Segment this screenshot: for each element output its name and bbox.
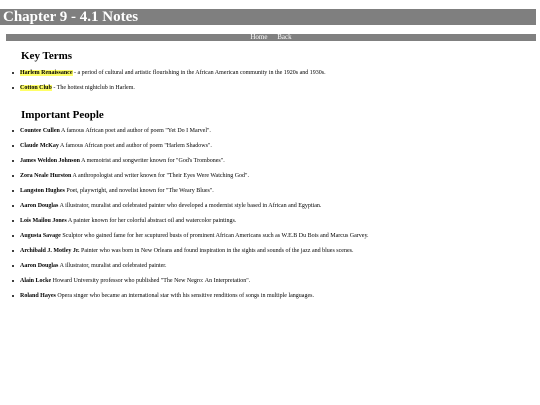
person-name: Zora Neale Hurston [20, 173, 72, 179]
term-description: - The hottest nightclub in Harlem. [51, 85, 135, 91]
nav-bar [6, 34, 536, 41]
person-description: Howard University professor who published "The New Negro: An Interpretation". [51, 278, 251, 284]
person-description: A illustrator, muralist and celebrated painter. [58, 263, 167, 269]
page-title: Chapter 9 - 4.1 Notes [0, 9, 536, 25]
list-item [11, 84, 531, 99]
person-name: Roland Hayes [20, 293, 56, 299]
list-item [11, 217, 531, 232]
key-terms-list [11, 69, 531, 99]
person-name: Archibald J. Motley Jr. [20, 248, 80, 254]
person-description: Opera singer who became an international star with his sensitive renditions of songs in multiple languages. [55, 293, 314, 299]
list-item [11, 232, 531, 247]
term-description: - a period of cultural and artistic flourishing in the African American community in the 1920s and 1930s. [72, 70, 326, 76]
key-terms-heading: Key Terms [21, 50, 73, 62]
person-name: Langston Hughes [20, 188, 65, 194]
list-item [11, 69, 531, 84]
person-description: A illustrator, muralist and celebrated painter who developed a modernist style based in African and Egyptian. [58, 203, 322, 209]
person-name: Augusta Savage [20, 233, 61, 239]
list-item [11, 262, 531, 277]
person-description: A memoirist and songwriter known for "God's Trombones". [79, 158, 225, 164]
person-description: Painter who was born in New Orleans and found inspiration in the sights and sounds of the jazz and blues scenes. [79, 248, 354, 254]
person-description: A famous African poet and author of poem "Harlem Shadows". [58, 143, 212, 149]
list-item [11, 277, 531, 292]
nav-back-link[interactable]: Back [277, 33, 292, 41]
list-item [11, 172, 531, 187]
nav-home-link[interactable]: Home [250, 33, 268, 41]
term-name: Cotton Club [20, 85, 52, 91]
list-item [11, 292, 531, 307]
person-name: Alain Locke [20, 278, 52, 284]
person-description: A famous African poet and author of poem "Yet Do I Marvel". [59, 128, 211, 134]
list-item [11, 157, 531, 172]
list-item [11, 127, 531, 142]
list-item [11, 247, 531, 262]
list-item [11, 187, 531, 202]
people-list [11, 127, 531, 307]
person-name: Aaron Douglas [20, 263, 59, 269]
list-item [11, 142, 531, 157]
person-name: Aaron Douglas [20, 203, 59, 209]
list-item [11, 202, 531, 217]
term-name: Harlem Renaissance [20, 70, 73, 76]
important-people-heading: Important People [21, 109, 104, 121]
person-name: James Weldon Johnson [20, 158, 80, 164]
person-name: Lois Mailou Jones [20, 218, 67, 224]
person-description: A painter known for her colorful abstract oil and watercolor paintings. [66, 218, 237, 224]
person-name: Countee Cullen [20, 128, 60, 134]
person-description: A anthropologist and writer known for "Their Eyes Were Watching God". [71, 173, 250, 179]
person-description: Poet, playwright, and novelist known for "The Weary Blues". [64, 188, 214, 194]
person-description: Sculptor who gained fame for her scuptured busts of prominent African Americans such as W.E.B Du Bois and Marcus Garvey. [60, 233, 369, 239]
person-name: Claude McKay [20, 143, 59, 149]
